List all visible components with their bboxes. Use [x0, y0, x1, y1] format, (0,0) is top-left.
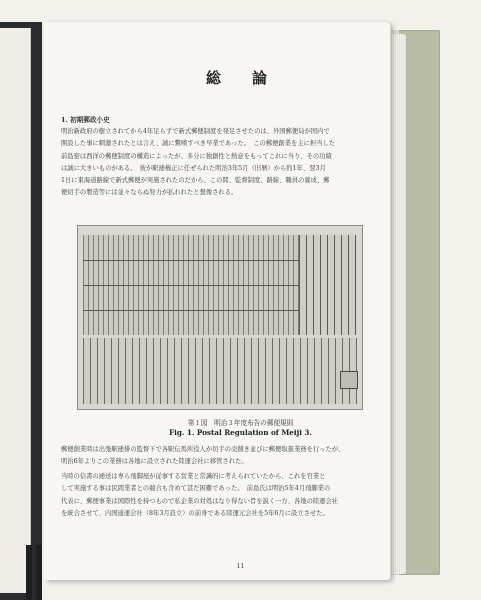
- seal-stamp: [340, 371, 358, 389]
- text-line: 郵便創業時は出張駅逓掛の監督下で各駅伝馬所役人が切手の売捌き並びに郵便取扱業務を行ったが、: [61, 446, 345, 453]
- text-line: を統合させて、内国通運会社（8年3月設立）の前身である陸運元会社を5年6月に設立させた。: [61, 509, 329, 517]
- figure-rule: [83, 285, 299, 286]
- text-line: 当時の信書の逓送は専ら飛脚屋が従事する営業と常識的に考えられていたから、これを官業と: [61, 473, 326, 480]
- figure-caption-en: Fig. 1. Postal Regulation of Meiji 3.: [169, 428, 312, 437]
- paragraph-2: [61, 444, 357, 469]
- text-line: 前島密は西洋の郵便制度の構造によったが、多分に独創性と熱意をもってこれに当り、その功績: [61, 152, 332, 160]
- paragraph-1: [61, 126, 357, 200]
- figure-caption-ja: 第１図 明治３年度布告の郵便規則: [187, 419, 294, 427]
- text-line: 代表に、郵便事業は国際性を持つもので私企業の対処はなり得ない旨を説く一方、各地の陸運会社: [61, 497, 339, 505]
- figure-postal-regulation: [77, 225, 363, 410]
- text-line: 明治新政府の樹立されてから4年足らずで新式郵便制度を発足させたのは、外国郵便局が国内で: [61, 128, 330, 135]
- page-edges: [388, 34, 406, 574]
- figure-text-area: [83, 338, 357, 404]
- figure-text-area: [299, 235, 357, 335]
- page-heading: 総 論: [205, 69, 275, 87]
- paragraph-3: [61, 471, 357, 520]
- text-line: 便切手の製造等には並々ならぬ努力が払われたと想像される。: [61, 189, 238, 197]
- text-line: 明治6年よりこの業務は各地に設立された陸運会社に移管された。: [61, 458, 248, 466]
- figure-rule: [83, 310, 299, 311]
- text-line: して実施する事は民間業者との競合も含めて甚だ困難であった。 前島氏は明治5年4月飛脚業の: [61, 485, 331, 493]
- section-title: 1. 初期郵政小史: [61, 116, 110, 124]
- text-line: は誠に大きいものがある。 彼が駅逓権正に任ぜられた明治3年5月（旧暦）から約1年、翌3月: [61, 164, 326, 172]
- bookmark-ribbon: [26, 545, 32, 600]
- text-line: 1日に東海道路線で新式郵便が実施されたのだから、この間、監督制度、路線、職員の養成、郵: [61, 177, 330, 185]
- figure-rule: [83, 260, 299, 261]
- text-line: 開設した事に刺激されたとは言え、誠に驚嘆すべき早業であった。 この郵便創業を主に担当した: [61, 140, 336, 148]
- page-number: 11: [236, 562, 245, 570]
- left-book: [0, 22, 42, 600]
- bookmark-ribbon: [36, 545, 42, 600]
